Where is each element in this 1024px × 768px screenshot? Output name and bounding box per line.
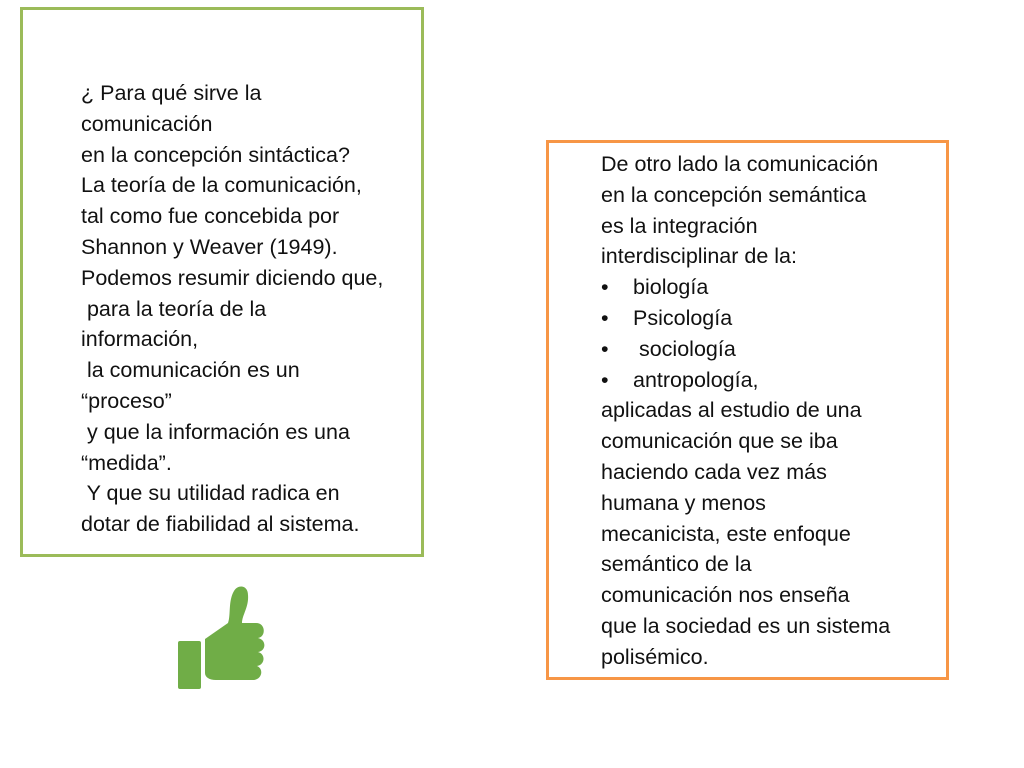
syntactic-concept-box: [20, 7, 424, 557]
semantic-concept-box: [546, 140, 949, 680]
text-line: mecanicista, este enfoque: [601, 521, 851, 546]
text-line: aplicadas al estudio de una: [601, 398, 862, 423]
list-item: [601, 334, 941, 365]
list-item: [601, 365, 941, 396]
text-line: De otro lado la comunicación: [601, 152, 879, 176]
text-line: “medida”.: [81, 450, 172, 475]
semantic-concept-text: [601, 149, 941, 673]
list-item-label: sociología: [633, 336, 736, 361]
text-line: tal como fue concebida por: [81, 204, 340, 229]
text-line: en la concepción sintáctica?: [81, 142, 350, 167]
text-line: es la integración: [601, 213, 758, 238]
text-line: Podemos resumir diciendo que,: [81, 265, 384, 290]
text-line: comunicación: [81, 111, 213, 136]
text-line: Y que su utilidad radica en: [81, 481, 340, 506]
list-item-label: Psicología: [633, 305, 733, 330]
text-line: y que la información es una: [81, 419, 350, 444]
syntactic-concept-text: [81, 78, 421, 540]
bullet-icon: •: [601, 336, 609, 361]
bullet-icon: •: [601, 367, 609, 392]
text-line: humana y menos: [601, 490, 766, 515]
list-item-label: biología: [633, 275, 709, 300]
text-line: comunicación nos enseña: [601, 583, 850, 608]
text-line: La teoría de la comunicación,: [81, 173, 362, 198]
list-item: [601, 303, 941, 334]
text-line: “proceso”: [81, 388, 172, 413]
text-line: Shannon y Weaver (1949).: [81, 234, 338, 259]
text-line: dotar de fiabilidad al sistema.: [81, 512, 360, 537]
bullet-icon: •: [601, 275, 609, 300]
discipline-list: [601, 272, 941, 395]
text-line: comunicación que se iba: [601, 429, 838, 454]
list-item: [601, 272, 941, 303]
thumbs-up-icon: [176, 585, 266, 690]
list-item-label: antropología,: [633, 367, 759, 392]
text-line: en la concepción semántica: [601, 182, 867, 207]
text-line: interdisciplinar de la:: [601, 244, 797, 269]
text-line: semántico de la: [601, 552, 752, 577]
text-line: polisémico.: [601, 644, 709, 669]
text-line: la comunicación es un: [81, 358, 300, 383]
text-line: haciendo cada vez más: [601, 459, 827, 484]
text-line: información,: [81, 327, 199, 352]
text-line: ¿ Para qué sirve la: [81, 81, 262, 105]
text-line: para la teoría de la: [81, 296, 267, 321]
text-line: que la sociedad es un sistema: [601, 613, 891, 638]
bullet-icon: •: [601, 305, 609, 330]
